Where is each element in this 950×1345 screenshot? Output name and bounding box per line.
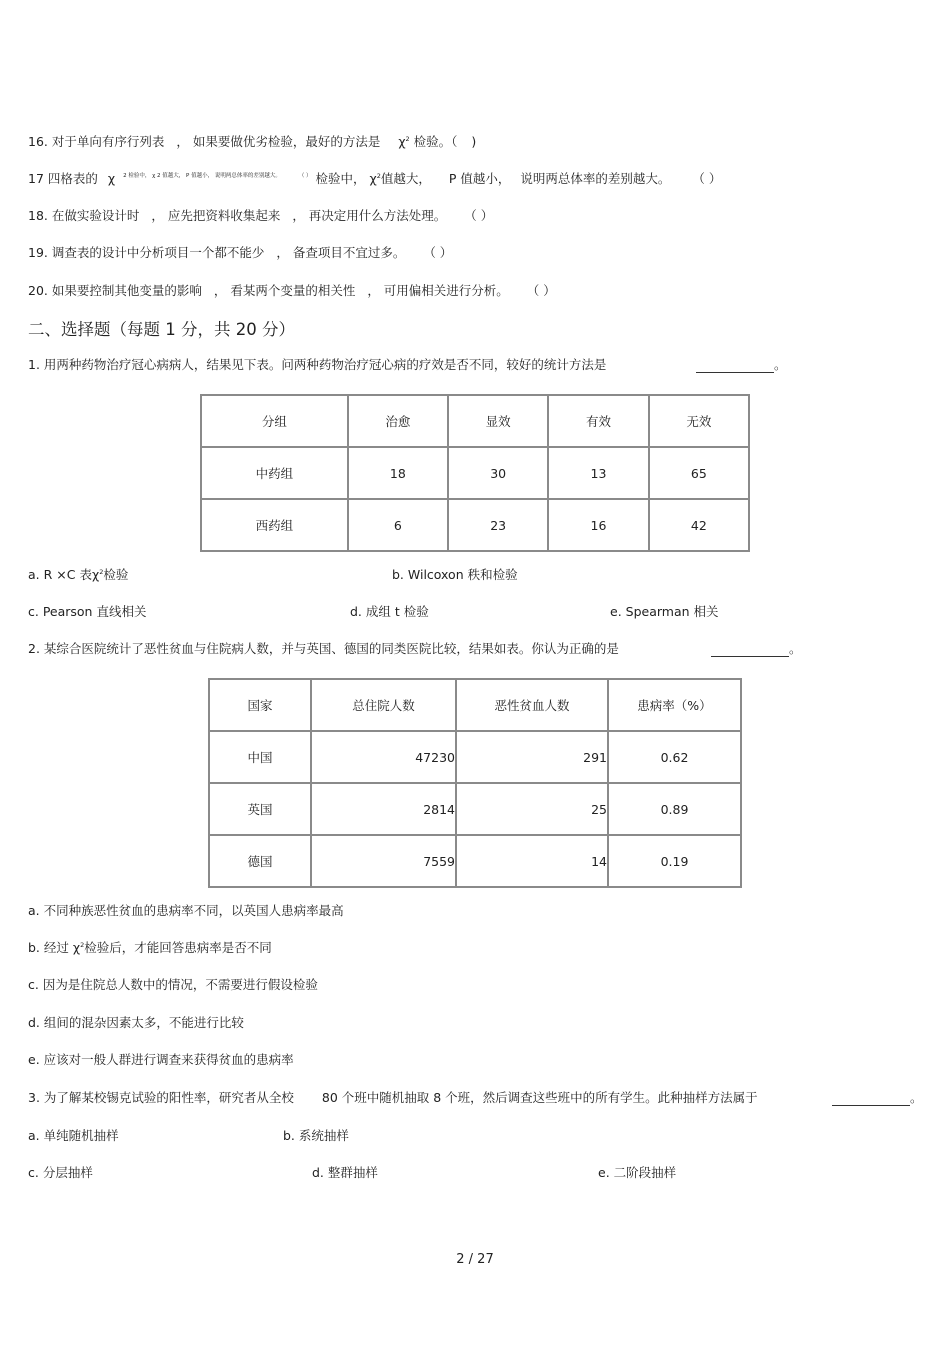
mc3-option-e[interactable]: e. 二阶段抽样 xyxy=(598,1165,677,1180)
tf-question-20 xyxy=(28,283,556,299)
mc1-option-a-text: a. R ×C 表 xyxy=(28,567,92,582)
q19-text-a: 19. 调查表的设计中分析项目一个都不能少 xyxy=(28,245,265,260)
table-cell: 14 xyxy=(456,835,608,887)
mc2-option-b[interactable] xyxy=(28,940,272,956)
table-row xyxy=(209,783,741,835)
table-cell: 291 xyxy=(456,731,608,783)
table-row xyxy=(201,447,749,499)
q17-small-paren: （ ） xyxy=(298,173,312,179)
table-cell: 65 xyxy=(649,447,749,499)
q17-text-b: 检验中， xyxy=(315,171,366,186)
q17-text-f: （ ） xyxy=(692,171,722,186)
table-header-cell: 分组 xyxy=(201,395,348,447)
table-cell: 0.62 xyxy=(608,731,741,783)
table-cell: 德国 xyxy=(209,835,311,887)
tf-question-18 xyxy=(28,208,493,224)
table-cell: 25 xyxy=(456,783,608,835)
table-header-cell: 有效 xyxy=(548,395,648,447)
mc2-option-b-pre: b. 经过 xyxy=(28,940,69,955)
q16-text-a: 16. 对于单向有序行列表 xyxy=(28,134,165,149)
table-header-cell: 恶性贫血人数 xyxy=(456,679,608,731)
q20-text-a: 20. 如果要控制其他变量的影响 xyxy=(28,283,202,298)
table-row xyxy=(209,835,741,887)
tf-question-16 xyxy=(28,134,476,150)
table-row xyxy=(201,499,749,551)
q19-text-c: （ ） xyxy=(423,245,453,260)
mc1-option-a-tail: 检验 xyxy=(103,567,129,582)
mc3-option-b[interactable]: b. 系统抽样 xyxy=(283,1128,349,1143)
q18-text-a: 18. 在做实验设计时 xyxy=(28,208,140,223)
q17-chi2: χ xyxy=(369,171,377,186)
table-cell: 6 xyxy=(348,499,448,551)
table-header-cell: 国家 xyxy=(209,679,311,731)
table-cell: 中国 xyxy=(209,731,311,783)
q17-text-c: 值越大， xyxy=(380,171,431,186)
table-header-cell: 治愈 xyxy=(348,395,448,447)
mc3-stem-end: 。 xyxy=(910,1090,923,1105)
table-row xyxy=(209,731,741,783)
q18-text-d: （ ） xyxy=(464,208,494,223)
table-cell: 47230 xyxy=(311,731,456,783)
page-number: 2 / 27 xyxy=(456,1252,494,1267)
mc1-stem-end: 。 xyxy=(774,357,787,372)
q18-text-b: ， 应先把资料收集起来 xyxy=(151,208,281,223)
mc3-stem xyxy=(28,1090,758,1106)
table-header-row xyxy=(201,395,749,447)
q19-text-b: ， 备查项目不宜过多。 xyxy=(276,245,406,260)
q18-text-c: ， 再决定用什么方法处理。 xyxy=(292,208,447,223)
mc2-option-b-chi: χ xyxy=(72,940,81,955)
mc2-stem: 2. 某综合医院统计了恶性贫血与住院病人数，并与英国、德国的同类医院比较，结果如表。你认为正确的是 xyxy=(28,641,619,656)
q17-sup: 2 xyxy=(376,171,381,180)
mc1-option-a-sup: 2 xyxy=(99,567,104,576)
q16-text-d: ) xyxy=(471,134,477,149)
mc1-option-a[interactable] xyxy=(28,567,128,583)
table-cell: 0.19 xyxy=(608,835,741,887)
mc1-table xyxy=(200,394,750,552)
table-header-cell: 患病率（%） xyxy=(608,679,741,731)
section-heading: 二、选择题（每题 1 分，共 20 分） xyxy=(28,320,295,339)
mc2-option-d[interactable]: d. 组间的混杂因素太多，不能进行比较 xyxy=(28,1015,244,1030)
mc1-answer-blank[interactable] xyxy=(696,357,787,373)
mc1-stem: 1. 用两种药物治疗冠心病病人，结果见下表。问两种药物治疗冠心病的疗效是否不同，较好的统计方法是 xyxy=(28,357,607,372)
table-cell: 16 xyxy=(548,499,648,551)
q17-text-a: 17 四格表的 xyxy=(28,171,98,186)
table-header-cell: 总住院人数 xyxy=(311,679,456,731)
mc1-option-a-chi: χ xyxy=(91,567,100,582)
q16-sup: 2 xyxy=(405,134,410,143)
q17-small-text: 2 检验中， χ 2 值越大， P 值越小， 说明两总体率的差别越大。 xyxy=(123,173,281,179)
table-cell: 23 xyxy=(448,499,548,551)
table-cell: 18 xyxy=(348,447,448,499)
q20-text-d: （ ） xyxy=(526,283,556,298)
table-cell: 13 xyxy=(548,447,648,499)
tf-question-19 xyxy=(28,245,452,261)
table-cell: 30 xyxy=(448,447,548,499)
table-cell: 英国 xyxy=(209,783,311,835)
q16-text-b: ， 如果要做优劣检验，最好的方法是 xyxy=(176,134,381,149)
q17-text-d: P 值越小， xyxy=(448,171,511,186)
q20-text-c: ， 可用偏相关进行分析。 xyxy=(367,283,509,298)
q20-text-b: ， 看某两个变量的相关性 xyxy=(213,283,356,298)
mc1-option-b[interactable]: b. Wilcoxon 秩和检验 xyxy=(392,567,518,582)
table-header-row xyxy=(209,679,741,731)
mc1-option-c[interactable]: c. Pearson 直线相关 xyxy=(28,604,147,619)
mc1-option-e[interactable]: e. Spearman 相关 xyxy=(610,604,719,619)
mc2-stem-end: 。 xyxy=(789,641,802,656)
q16-text-c: 检验。（ xyxy=(413,134,458,149)
mc3-option-c[interactable]: c. 分层抽样 xyxy=(28,1165,93,1180)
table-cell: 2814 xyxy=(311,783,456,835)
mc3-option-d[interactable]: d. 整群抽样 xyxy=(312,1165,378,1180)
table-cell: 西药组 xyxy=(201,499,348,551)
mc2-answer-blank[interactable] xyxy=(711,641,802,657)
q17-chi: χ xyxy=(107,171,116,186)
mc1-option-d[interactable]: d. 成组 t 检验 xyxy=(350,604,429,619)
table-cell: 0.89 xyxy=(608,783,741,835)
mc2-option-c[interactable]: c. 因为是住院总人数中的情况，不需要进行假设检验 xyxy=(28,977,318,992)
q16-chi: χ xyxy=(398,134,406,149)
table-cell: 中药组 xyxy=(201,447,348,499)
table-cell: 42 xyxy=(649,499,749,551)
mc3-option-a[interactable]: a. 单纯随机抽样 xyxy=(28,1128,119,1143)
tf-question-17 xyxy=(28,171,721,190)
mc2-option-e[interactable]: e. 应该对一般人群进行调查来获得贫血的患病率 xyxy=(28,1052,294,1067)
mc3-stem-a: 3. 为了解某校锡克试验的阳性率，研究者从全校 xyxy=(28,1090,294,1105)
mc3-answer-blank[interactable] xyxy=(832,1090,923,1106)
mc2-table xyxy=(208,678,742,888)
table-header-cell: 显效 xyxy=(448,395,548,447)
mc3-stem-b: 80 个班中随机抽取 8 个班，然后调查这些班中的所有学生。此种抽样方法属于 xyxy=(321,1090,758,1105)
table-cell: 7559 xyxy=(311,835,456,887)
mc2-option-b-tail: 检验后，才能回答患病率是否不同 xyxy=(84,940,272,955)
mc2-option-a[interactable]: a. 不同种族恶性贫血的患病率不同，以英国人患病率最高 xyxy=(28,903,344,918)
mc2-option-b-sup: 2 xyxy=(80,940,85,949)
table-header-cell: 无效 xyxy=(649,395,749,447)
q17-text-e: 说明两总体率的差别越大。 xyxy=(520,171,671,186)
